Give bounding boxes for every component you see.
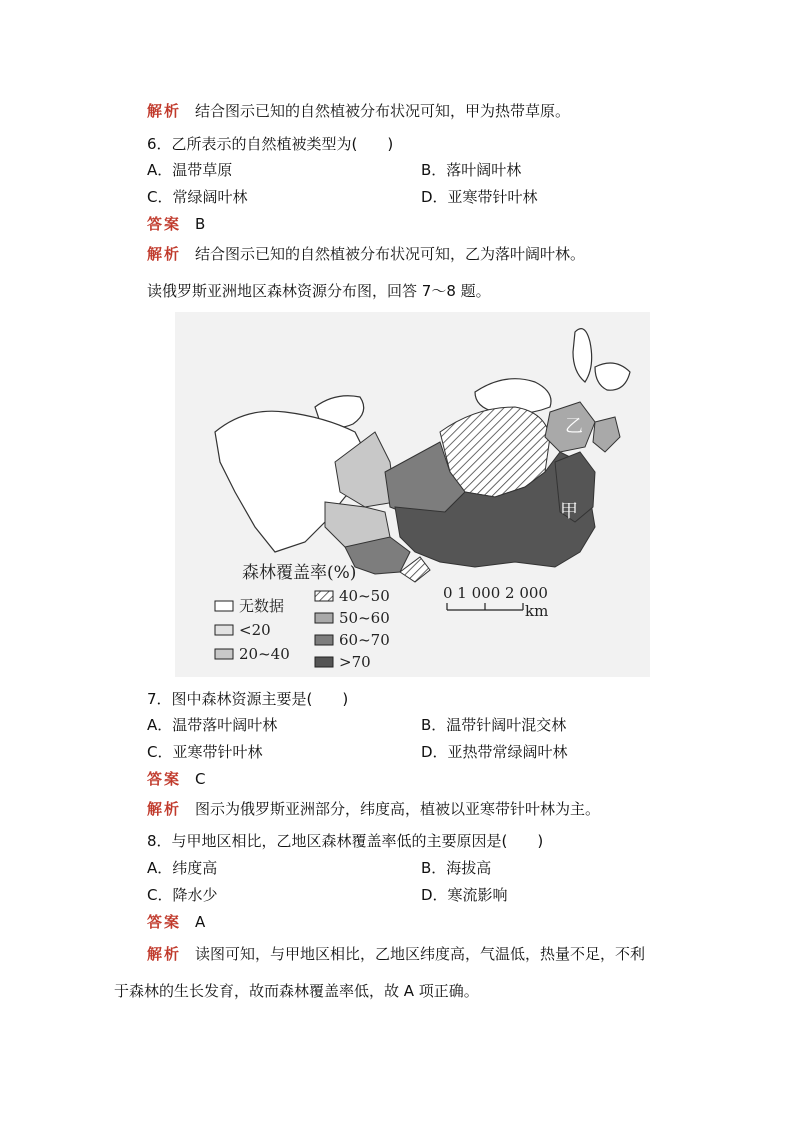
q7-option-a: A．温带落叶阔叶林	[147, 716, 278, 734]
q7-answer	[147, 769, 206, 789]
label-yi: 乙	[565, 416, 583, 437]
q8-analysis-line2: 于森林的生长发育，故而森林覆盖率低，故 A 项正确。	[114, 982, 479, 1000]
analysis-label: 解析	[147, 800, 182, 818]
q7-option-c: C．亚寒带针叶林	[147, 743, 263, 761]
legend-item-gt70	[315, 653, 371, 671]
answer-label: 答案	[147, 913, 182, 931]
q8-option-c: C．降水少	[147, 886, 218, 904]
legend-item-nodata	[215, 597, 284, 615]
svg-text:>70: >70	[339, 653, 371, 671]
answer-value: A	[195, 913, 206, 931]
analysis-text: 读图可知，与甲地区相比，乙地区纬度高，气温低，热量不足，不利	[195, 945, 646, 963]
q6-option-b: B．落叶阔叶林	[421, 161, 522, 179]
q6-stem: 6．乙所表示的自然植被类型为( )	[147, 135, 394, 153]
analysis-text: 图示为俄罗斯亚洲部分，纬度高，植被以亚寒带针叶林为主。	[195, 800, 601, 818]
q7-stem: 7．图中森林资源主要是( )	[147, 690, 349, 708]
q8-option-b: B．海拔高	[421, 859, 492, 877]
q7-option-d: D．亚热带常绿阔叶林	[421, 743, 568, 761]
answer-value: B	[195, 215, 206, 233]
svg-text:50~60: 50~60	[339, 609, 390, 627]
q6-answer	[147, 214, 205, 234]
forest-map	[175, 312, 650, 677]
legend-item-lt20	[215, 621, 271, 639]
svg-text:20~40: 20~40	[239, 645, 290, 663]
q8-option-a: A．纬度高	[147, 859, 218, 877]
label-jia: 甲	[560, 501, 578, 522]
q8-option-d: D．寒流影响	[421, 886, 508, 904]
q8-answer	[147, 912, 205, 932]
analysis-text: 结合图示已知的自然植被分布状况可知，甲为热带草原。	[195, 102, 571, 120]
answer-label: 答案	[147, 770, 182, 788]
prev-analysis	[147, 101, 570, 121]
q6-option-c: C．常绿阔叶林	[147, 188, 248, 206]
scale-numbers: 0 1 000 2 000	[443, 584, 548, 602]
svg-text:40~50: 40~50	[339, 587, 390, 605]
map-intro: 读俄罗斯亚洲地区森林资源分布图，回答 7～8 题。	[147, 282, 491, 300]
q8-analysis-line1	[147, 944, 645, 964]
answer-value: C	[195, 770, 206, 788]
scale-bar	[447, 603, 523, 610]
legend-item-20-40	[215, 645, 290, 663]
q8-stem: 8．与甲地区相比，乙地区森林覆盖率低的主要原因是( )	[147, 832, 544, 850]
forest-map-figure	[175, 312, 650, 677]
answer-label: 答案	[147, 215, 182, 233]
legend-item-50-60	[315, 609, 390, 627]
legend-title: 森林覆盖率(%)	[242, 563, 357, 583]
kamchatka-outline	[573, 329, 592, 382]
q7-analysis	[147, 799, 600, 819]
q6-option-a: A．温带草原	[147, 161, 233, 179]
region-kamchatka-5060	[593, 417, 620, 452]
analysis-text: 结合图示已知的自然植被分布状况可知，乙为落叶阔叶林。	[195, 245, 586, 263]
analysis-label: 解析	[147, 945, 182, 963]
scale-unit: km	[525, 602, 549, 620]
q7-option-b: B．温带针阔叶混交林	[421, 716, 567, 734]
svg-text:<20: <20	[239, 621, 271, 639]
legend-item-40-50	[315, 587, 390, 605]
svg-text:60~70: 60~70	[339, 631, 390, 649]
legend-item-60-70	[315, 631, 390, 649]
q6-analysis	[147, 244, 585, 264]
svg-text:无数据: 无数据	[239, 597, 285, 615]
analysis-label: 解析	[147, 245, 182, 263]
chukotka-outline	[595, 363, 630, 390]
analysis-label: 解析	[147, 102, 182, 120]
q6-option-d: D．亚寒带针叶林	[421, 188, 538, 206]
